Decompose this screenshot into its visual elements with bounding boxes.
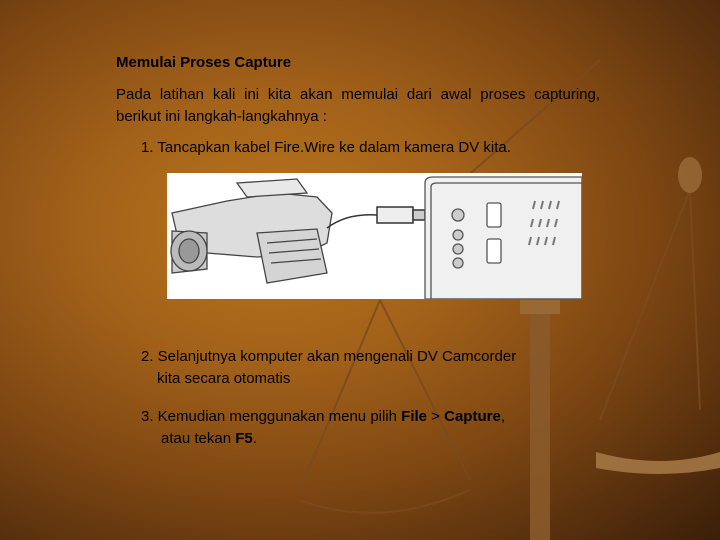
step-3-comma: ,: [500, 408, 505, 425]
shortcut-key: F5: [235, 430, 253, 447]
menu-separator: >: [427, 408, 445, 425]
step-2-line-1: 2. Selanjutnya komputer akan mengenali DV Camcorder: [141, 348, 517, 365]
step-3-line-2: [141, 428, 505, 450]
step-3: [141, 406, 505, 450]
slide-title: Memulai Proses Capture: [116, 54, 292, 71]
step-3-line-1: [141, 406, 505, 428]
menu-capture: Capture: [444, 408, 501, 425]
step-3-period: .: [252, 430, 257, 447]
firewire-illustration: [167, 173, 582, 299]
menu-file: File: [401, 408, 428, 425]
step-3-line-2-prefix: atau tekan: [161, 430, 236, 447]
firewire-port-icon: [425, 177, 582, 299]
step-2-line-2: kita secara otomatis: [157, 370, 291, 387]
intro-text: Pada latihan kali ini kita akan memulai dari awal proses capturing, berikut ini langkah-langkahnya :: [116, 86, 600, 125]
step-3-prefix: 3. Kemudian menggunakan menu pilih: [141, 408, 402, 425]
step-1: 1. Tancapkan kabel Fire.Wire ke dalam kamera DV kita.: [141, 139, 511, 156]
dv-camcorder-icon: [171, 179, 332, 283]
step-2: [141, 346, 516, 390]
